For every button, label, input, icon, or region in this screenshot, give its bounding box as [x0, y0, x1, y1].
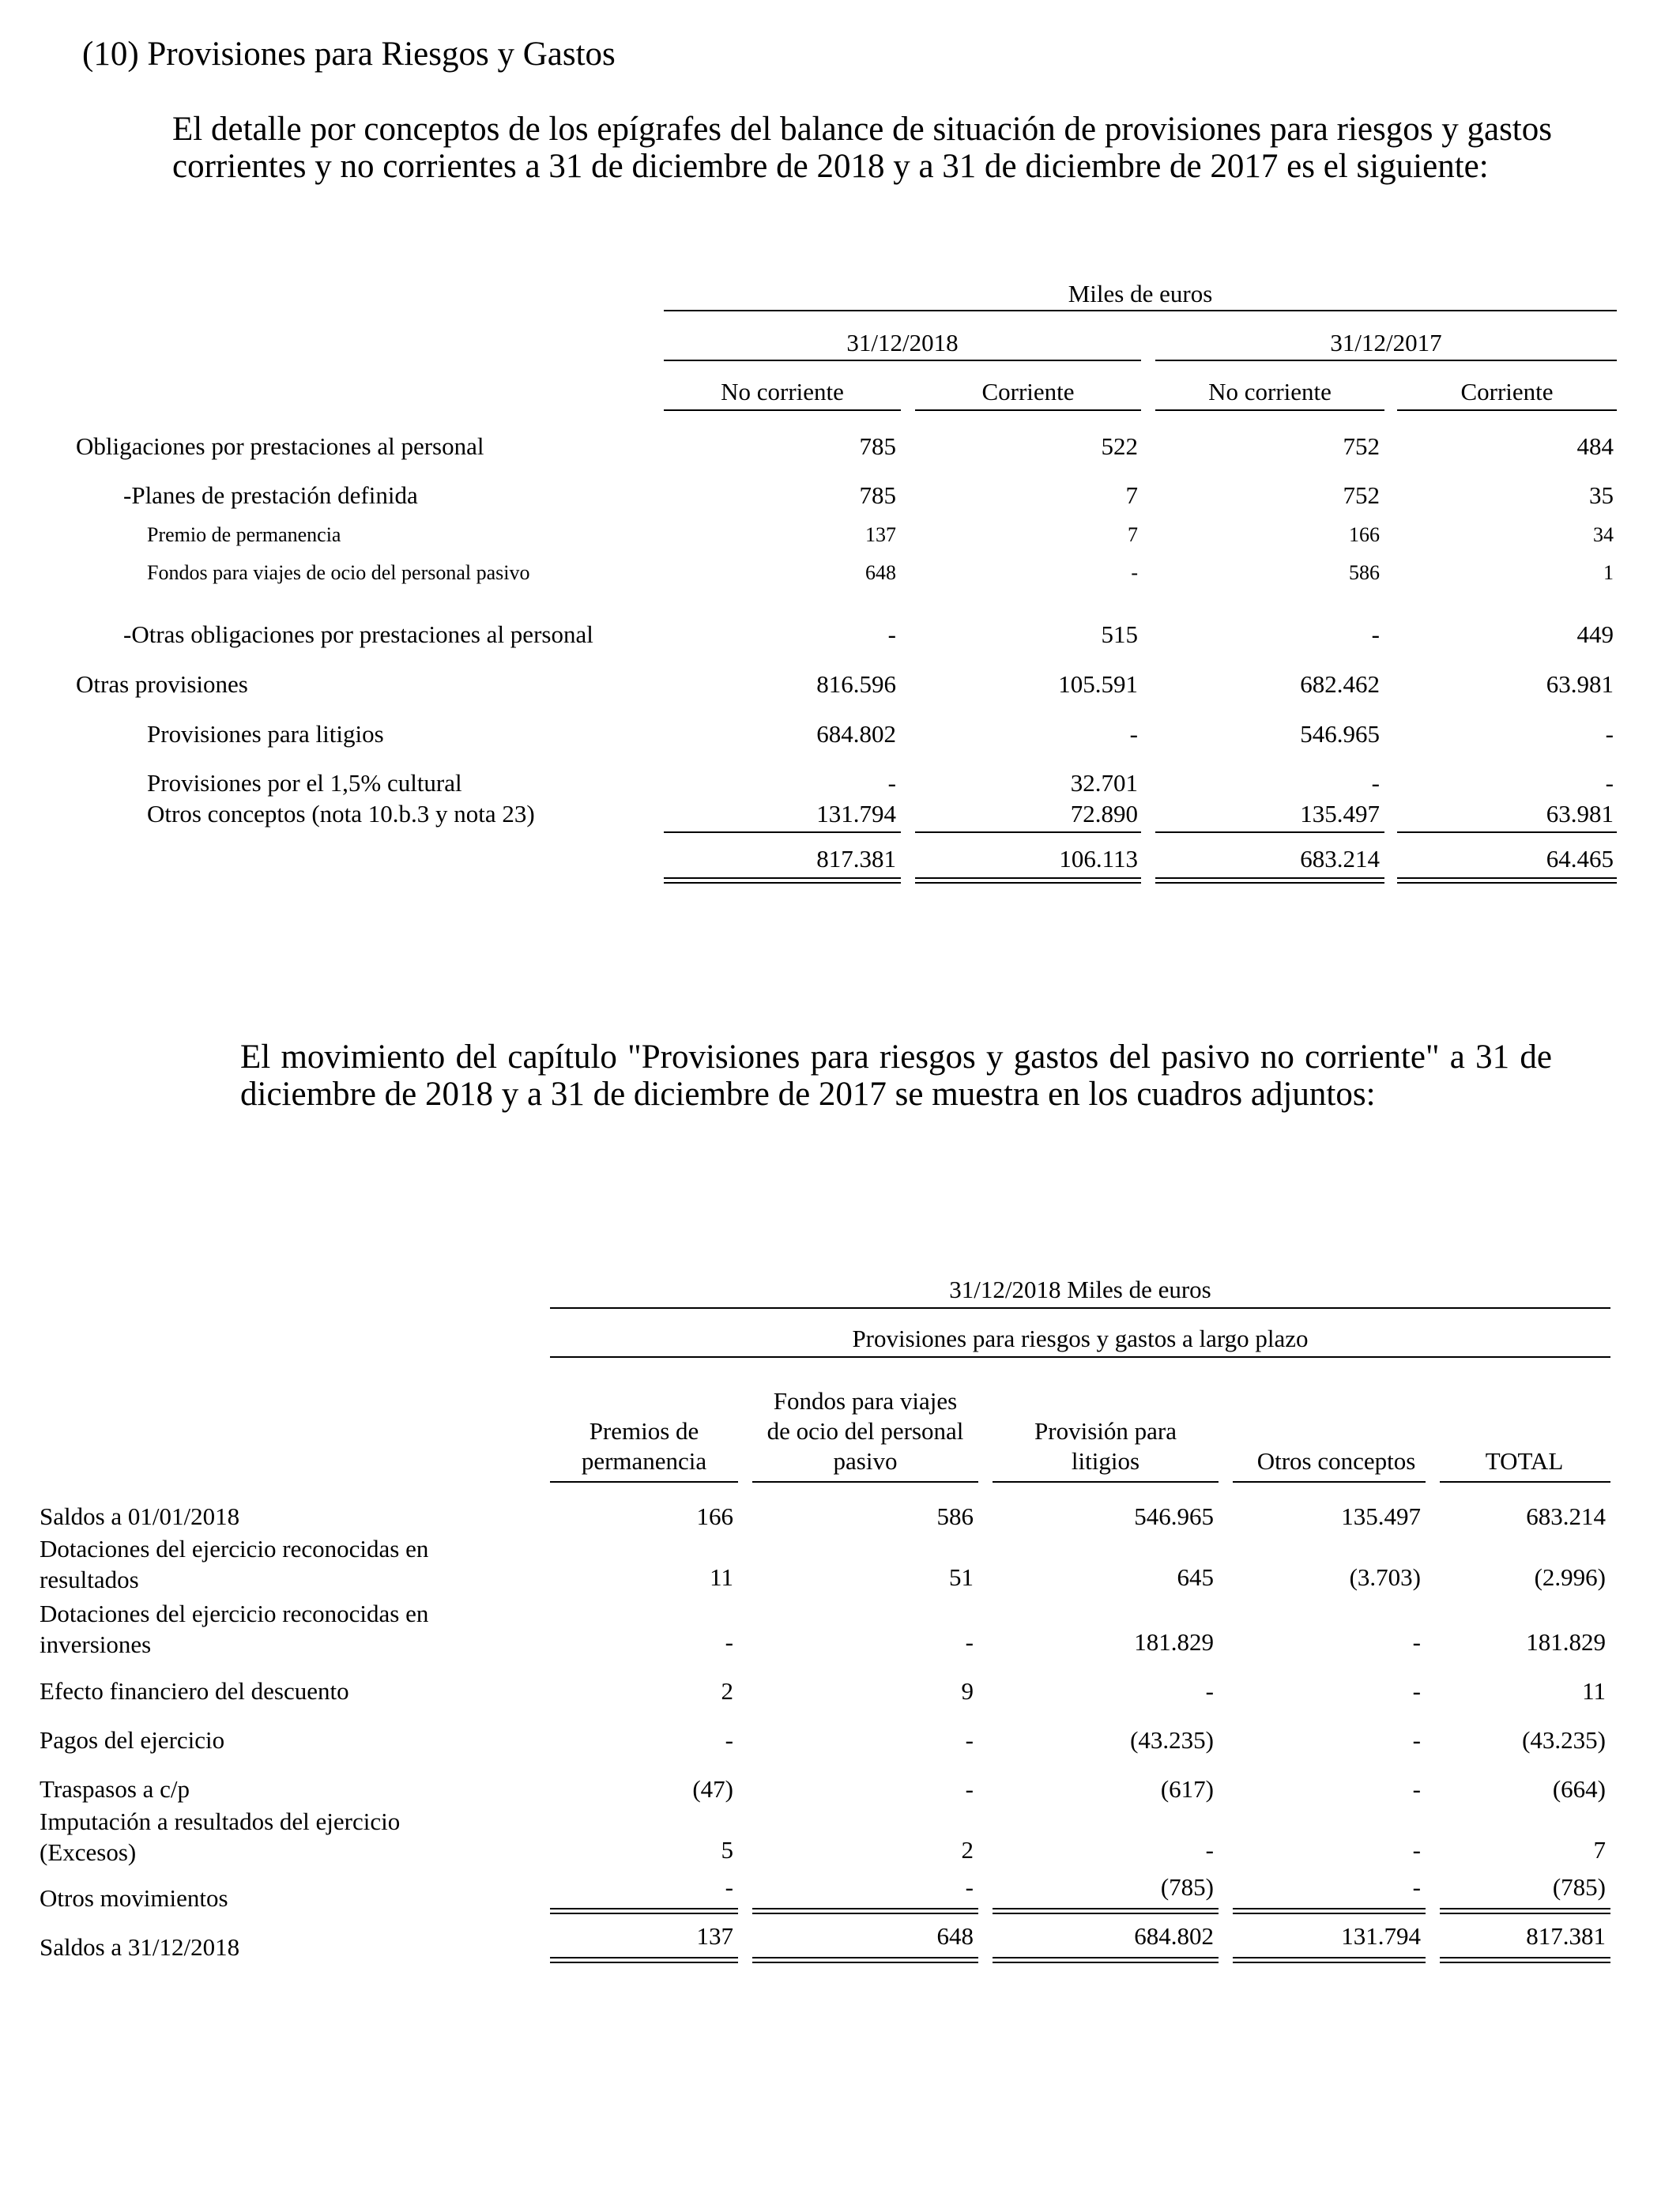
cell: 682.462 [1300, 670, 1380, 698]
cell: 32.701 [1070, 769, 1138, 797]
cell: (2.996) [1534, 1563, 1606, 1591]
cell: - [1605, 769, 1614, 797]
table2-group: Provisiones para riesgos y gastos a largo plazo [852, 1325, 1309, 1352]
col-header-otros [1233, 1446, 1440, 1476]
col-header-total [1438, 1446, 1610, 1476]
row-label: Obligaciones por prestaciones al personal [76, 432, 484, 460]
col-header-fondos [752, 1386, 978, 1476]
cell: 7 [1128, 523, 1138, 546]
cell: (43.235) [1130, 1726, 1214, 1754]
cell: 135.497 [1300, 800, 1380, 827]
table1-subcol: No corriente [1208, 378, 1332, 405]
total-cell: 684.802 [1134, 1922, 1214, 1950]
total-cell: 137 [696, 1922, 733, 1950]
total-cell: 131.794 [1341, 1922, 1421, 1950]
cell: - [1131, 561, 1138, 584]
intro-paragraph-1: El detalle por conceptos de los epígrafes del balance de situación de provisiones para riesgos y gastos corrientes y no corrientes a 31 de diciembre de 2018 y a 31 de diciembre de 2017 es el siguiente: [172, 111, 1552, 185]
cell: - [1371, 769, 1380, 797]
cell: (617) [1160, 1775, 1214, 1803]
cell: 752 [1343, 432, 1380, 460]
total-cell: 648 [936, 1922, 974, 1950]
cell: 131.794 [816, 800, 896, 827]
col-header-line: Premios de [589, 1417, 699, 1445]
table1-unit: Miles de euros [1068, 280, 1213, 307]
cell: (785) [1160, 1873, 1214, 1901]
cell: 683.214 [1526, 1502, 1606, 1530]
total-cell: 683.214 [1300, 845, 1380, 873]
cell: 546.965 [1300, 720, 1380, 748]
row-label-line: Dotaciones del ejercicio reconocidas en [40, 1600, 429, 1627]
cell: 11 [1582, 1677, 1606, 1705]
cell: - [1412, 1726, 1421, 1754]
cell: 785 [859, 432, 896, 460]
col-header-line: Provisión para [1034, 1417, 1177, 1445]
cell: - [1412, 1628, 1421, 1656]
table2-title: 31/12/2018 Miles de euros [949, 1276, 1211, 1303]
cell: 181.829 [1526, 1628, 1606, 1656]
cell: 137 [865, 523, 896, 546]
row-label: Otros movimientos [40, 1884, 228, 1912]
cell: 135.497 [1341, 1502, 1421, 1530]
row-label: Otras provisiones [76, 670, 248, 698]
cell: 63.981 [1546, 670, 1614, 698]
row-label [40, 1806, 400, 1868]
table1-period-2018: 31/12/2018 [846, 329, 959, 356]
cell: (43.235) [1522, 1726, 1606, 1754]
cell: 586 [936, 1502, 974, 1530]
col-header-line: Fondos para viajes [773, 1387, 958, 1415]
cell: 752 [1343, 481, 1380, 509]
cell: - [887, 769, 896, 797]
row-label-line: Imputación a resultados del ejercicio [40, 1808, 401, 1835]
cell: - [887, 620, 896, 648]
row-label: Provisiones por el 1,5% cultural [147, 769, 462, 797]
cell: 586 [1349, 561, 1380, 584]
col-header-line: permanencia [581, 1447, 707, 1475]
cell: - [1129, 720, 1138, 748]
row-label-line: resultados [40, 1566, 139, 1593]
row-label: -Otras obligaciones por prestaciones al personal [123, 620, 593, 648]
row-label: Saldos a 01/01/2018 [40, 1502, 240, 1530]
cell: 166 [696, 1502, 733, 1530]
cell: 816.596 [816, 670, 896, 698]
total-cell: 106.113 [1059, 845, 1138, 873]
total-cell: 817.381 [816, 845, 896, 873]
cell: - [1412, 1836, 1421, 1864]
row-label-line: Dotaciones del ejercicio reconocidas en [40, 1535, 429, 1563]
col-header-premios [550, 1416, 738, 1476]
cell: - [1412, 1677, 1421, 1705]
cell: - [725, 1873, 733, 1901]
cell: - [725, 1628, 733, 1656]
intro-paragraph-2: El movimiento del capítulo "Provisiones para riesgos y gastos del pasivo no corriente" a 31 de diciembre de 2018 y a 31 de diciembre de 2017 se muestra en los cuadros adjuntos: [240, 1039, 1552, 1113]
row-label: Pagos del ejercicio [40, 1726, 225, 1754]
cell: 684.802 [816, 720, 896, 748]
table1-subcol: Corriente [1460, 378, 1554, 405]
row-label: Traspasos a c/p [40, 1775, 190, 1803]
row-label: Saldos a 31/12/2018 [40, 1933, 240, 1961]
cell: 105.591 [1058, 670, 1138, 698]
cell: (785) [1552, 1873, 1606, 1901]
cell: 34 [1593, 523, 1614, 546]
col-header-line: TOTAL [1485, 1447, 1564, 1475]
cell: 51 [949, 1563, 974, 1591]
cell: 2 [961, 1836, 974, 1864]
cell: 785 [859, 481, 896, 509]
cell: 9 [961, 1677, 974, 1705]
cell: 648 [865, 561, 896, 584]
table1-subcol: No corriente [721, 378, 844, 405]
row-label: Otros conceptos (nota 10.b.3 y nota 23) [147, 800, 535, 827]
row-label: Premio de permanencia [147, 523, 341, 546]
cell: - [965, 1775, 974, 1803]
row-label [40, 1598, 428, 1660]
row-label: Fondos para viajes de ocio del personal pasivo [147, 561, 530, 584]
cell: - [965, 1628, 974, 1656]
cell: 546.965 [1134, 1502, 1214, 1530]
cell: - [1371, 620, 1380, 648]
cell: (47) [692, 1775, 733, 1803]
cell: 645 [1177, 1563, 1214, 1591]
col-header-line: litigios [1071, 1447, 1140, 1475]
total-cell: 817.381 [1526, 1922, 1606, 1950]
cell: 63.981 [1546, 800, 1614, 827]
cell: 2 [721, 1677, 733, 1705]
col-header-line: pasivo [833, 1447, 898, 1475]
row-label: Provisiones para litigios [147, 720, 384, 748]
cell: (3.703) [1349, 1563, 1421, 1591]
cell: 35 [1589, 481, 1614, 509]
section-heading: (10) Provisiones para Riesgos y Gastos [82, 36, 616, 73]
total-cell: 64.465 [1546, 845, 1614, 873]
cell: 5 [721, 1836, 733, 1864]
cell: - [1205, 1836, 1214, 1864]
col-header-line: de ocio del personal [767, 1417, 964, 1445]
col-header-litigios [993, 1416, 1219, 1476]
cell: 7 [1593, 1836, 1606, 1864]
cell: 484 [1576, 432, 1614, 460]
cell: 515 [1101, 620, 1138, 648]
cell: 7 [1125, 481, 1138, 509]
cell: 72.890 [1070, 800, 1138, 827]
cell: - [1412, 1775, 1421, 1803]
row-label: -Planes de prestación definida [123, 481, 418, 509]
cell: - [965, 1873, 974, 1901]
row-label [40, 1533, 428, 1595]
cell: (664) [1552, 1775, 1606, 1803]
table1-period-2017: 31/12/2017 [1330, 329, 1442, 356]
cell: 522 [1101, 432, 1138, 460]
row-label-line: (Excesos) [40, 1838, 137, 1866]
cell: - [725, 1726, 733, 1754]
cell: 11 [710, 1563, 733, 1591]
row-label: Efecto financiero del descuento [40, 1677, 349, 1705]
cell: 449 [1576, 620, 1614, 648]
cell: - [1605, 720, 1614, 748]
cell: - [1412, 1873, 1421, 1901]
cell: 181.829 [1134, 1628, 1214, 1656]
cell: - [965, 1726, 974, 1754]
col-header-line: Otros conceptos [1256, 1447, 1416, 1475]
cell: - [1205, 1677, 1214, 1705]
cell: 1 [1603, 561, 1614, 584]
table1-subcol: Corriente [981, 378, 1075, 405]
cell: 166 [1349, 523, 1380, 546]
row-label-line: inversiones [40, 1630, 152, 1658]
